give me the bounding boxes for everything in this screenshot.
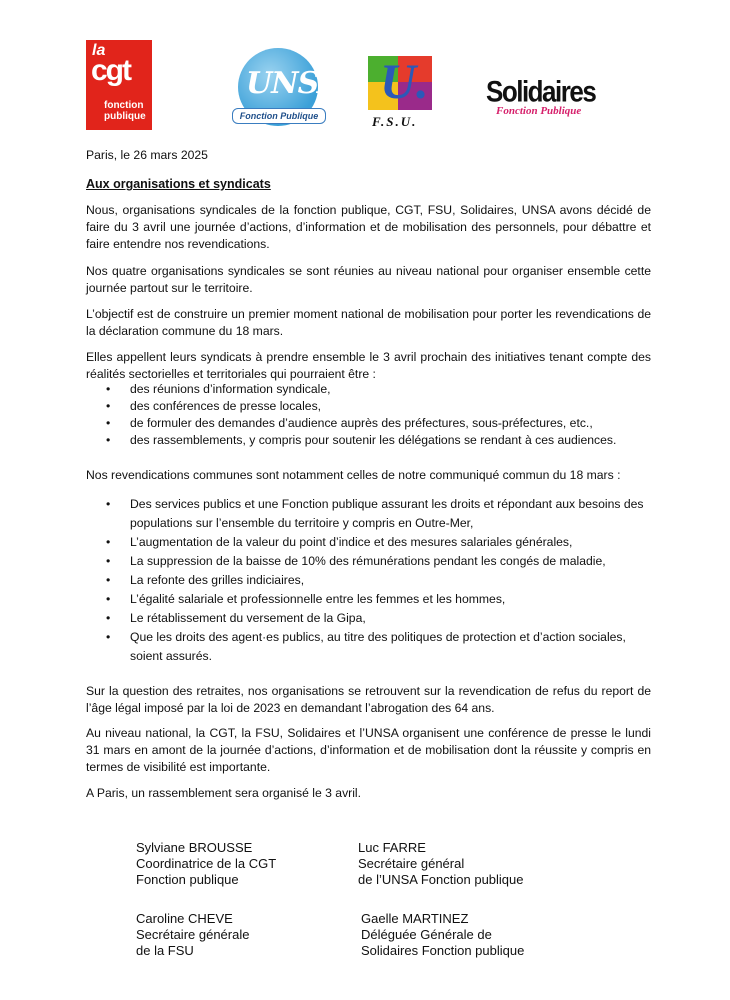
list-item: • des conférences de presse locales,: [86, 398, 651, 415]
signatory-role: Fonction publique: [136, 872, 239, 887]
cgt-logo-sub: [104, 100, 146, 122]
list-item: • Des services publics et une Fonction publique assurant les droits et répondant aux besoins des populations sur l’ensemble du territoire y compris en Outre-Mer,: [86, 495, 651, 533]
signature-block: [361, 911, 524, 959]
unsa-logo: [232, 48, 341, 130]
fsu-logo-u: U.: [380, 53, 429, 109]
letter-heading: Aux organisations et syndicats: [86, 177, 271, 191]
cgt-logo-sub-line2: publique: [104, 111, 146, 122]
paragraph-4: Elles appellent leurs syndicats à prendre ensemble le 3 avril prochain des initiatives tenant compte des réalités sectorielles et territoriales qui pourraient être :: [86, 350, 651, 381]
signature-block: [358, 840, 524, 888]
solidaires-logo-name: Solidaires: [486, 74, 596, 109]
fsu-logo-label: F.S.U.: [372, 114, 418, 129]
list-item: • La refonte des grilles indiciaires,: [86, 571, 651, 590]
paragraph-7: Au niveau national, la CGT, la FSU, Solidaires et l’UNSA organisent une conférence de presse le lundi 31 mars en amont de la journée d’actions, d’information et de mobilisation dont la réussite y compris en termes de visibilité est importante.: [86, 726, 651, 774]
unsa-logo-name: UNSA: [246, 66, 341, 101]
paragraph-5: Nos revendications communes sont notamment celles de notre communiqué commun du 18 mars :: [86, 468, 621, 482]
unsa-logo-sub: Fonction Publique: [232, 108, 326, 124]
demands-list: [86, 495, 651, 666]
signatory-role: Secrétaire général: [358, 856, 465, 871]
paragraph-1: Nous, organisations syndicales de la fonction publique, CGT, FSU, Solidaires, UNSA avons décidé de faire du 3 avril une journée d’actions, d’information et de mobilisation des personnels, pour débattre et faire entendre nos revendications.: [86, 203, 651, 251]
signatory-role: Coordinatrice de la CGT: [136, 856, 277, 871]
solidaires-logo-sub: Fonction Publique: [496, 105, 582, 117]
letter-date: Paris, le 26 mars 2025: [86, 148, 208, 162]
list-item: • L’augmentation de la valeur du point d’indice et des mesures salariales générales,: [86, 533, 651, 552]
signatory-role: de l’UNSA Fonction publique: [358, 872, 524, 887]
signatory-role: Solidaires Fonction publique: [361, 943, 525, 958]
signatory-role: Déléguée Générale de: [361, 927, 492, 942]
signatory-name: Sylviane BROUSSE: [136, 840, 253, 855]
signatory-name: Luc FARRE: [358, 840, 426, 855]
logo-header: [0, 40, 730, 132]
paragraph-3: L’objectif est de construire un premier moment national de mobilisation pour porter les revendications de la déclaration commune du 18 mars.: [86, 307, 651, 338]
cgt-logo-name: cgt: [91, 54, 130, 87]
list-item: • de formuler des demandes d’audience auprès des préfectures, sous-préfectures, etc.,: [86, 415, 651, 432]
cgt-logo: [86, 40, 152, 130]
fsu-logo: [368, 53, 438, 132]
signatory-role: Secrétaire générale: [136, 927, 250, 942]
signatory-name: Caroline CHEVE: [136, 911, 233, 926]
signatory-name: Gaelle MARTINEZ: [361, 911, 469, 926]
list-item: • des réunions d’information syndicale,: [86, 381, 651, 398]
list-item: • La suppression de la baisse de 10% des rémunérations pendant les congés de maladie,: [86, 552, 651, 571]
cgt-logo-la: la: [92, 42, 106, 59]
list-item: • L’égalité salariale et professionnelle entre les femmes et les hommes,: [86, 590, 651, 609]
solidaires-logo: [486, 74, 598, 120]
cgt-logo-sub-line1: fonction: [104, 100, 144, 111]
paragraph-8: A Paris, un rassemblement sera organisé le 3 avril.: [86, 786, 362, 800]
list-item: • des rassemblements, y compris pour soutenir les délégations se rendant à ces audiences.: [86, 432, 651, 449]
paragraph-2: Nos quatre organisations syndicales se sont réunies au niveau national pour organiser ensemble cette journée partout sur le territoire.: [86, 264, 651, 295]
list-item: • Que les droits des agent·es publics, au titre des politiques de protection et d’action sociales, soient assurés.: [86, 628, 651, 666]
signature-block: [136, 911, 249, 959]
list-item: • Le rétablissement du versement de la Gipa,: [86, 609, 651, 628]
signature-block: [136, 840, 276, 888]
paragraph-6: Sur la question des retraites, nos organisations se retrouvent sur la revendication de refus du report de l’âge légal imposé par la loi de 2023 en demandant l’abrogation des 64 ans.: [86, 684, 651, 715]
signatory-role: de la FSU: [136, 943, 194, 958]
initiatives-list: [86, 381, 651, 449]
